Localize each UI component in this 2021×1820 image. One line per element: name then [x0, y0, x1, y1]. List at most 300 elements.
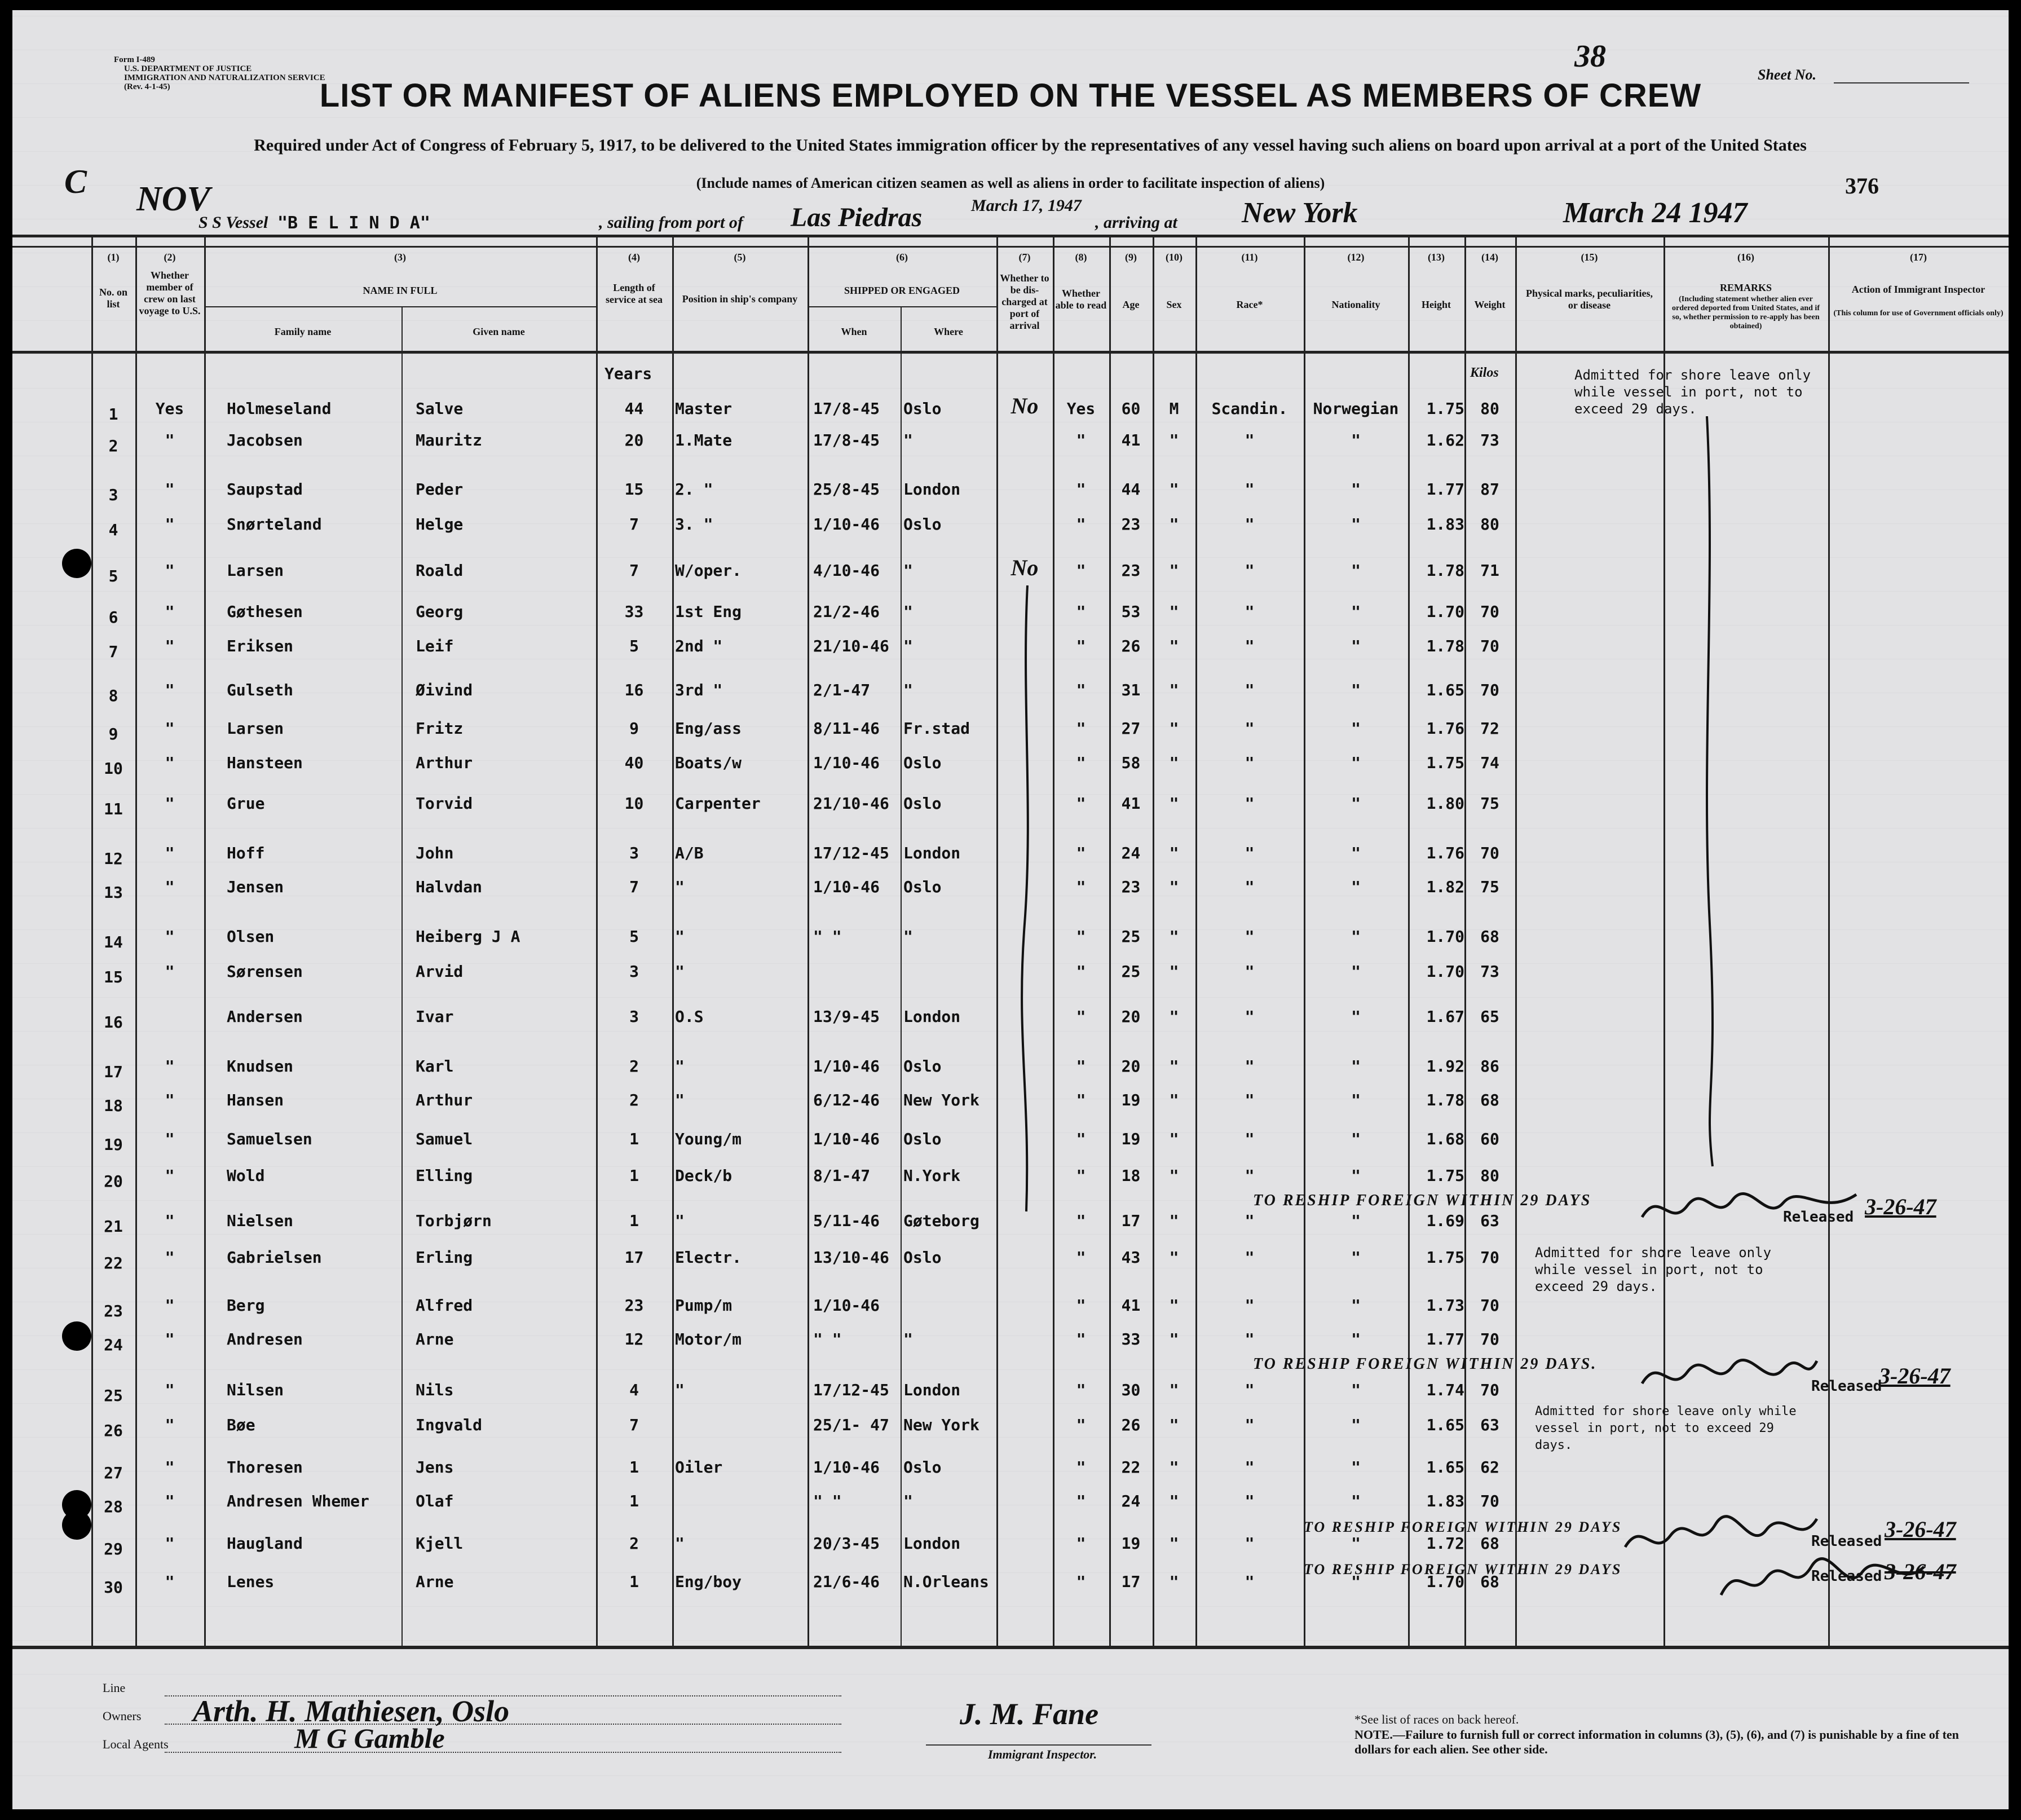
cell-sex: "	[1169, 1572, 1179, 1591]
cell-when: 1/10-46	[813, 753, 880, 772]
cell-age: 17	[1121, 1211, 1141, 1230]
cell-weight: 70	[1480, 637, 1499, 655]
col-header: SHIPPED OR ENGAGED	[844, 285, 960, 296]
cell-height: 1.72	[1426, 1534, 1464, 1553]
cell-read: "	[1076, 431, 1086, 450]
inspector-label: Immigrant Inspector.	[988, 1747, 1097, 1761]
cell-age: 26	[1121, 1416, 1141, 1434]
cell-height: 1.70	[1426, 1572, 1464, 1591]
cell-when: 17/12-45	[813, 844, 889, 862]
department: U.S. DEPARTMENT OF JUSTICE	[124, 64, 252, 73]
cell-position: Boats/w	[675, 753, 742, 772]
cell-age: 41	[1121, 1296, 1141, 1315]
cell-family: Larsen	[227, 719, 284, 738]
cell-weight: 63	[1480, 1211, 1499, 1230]
cell-no: 26	[104, 1421, 123, 1440]
cell-no: 2	[108, 437, 118, 455]
cell-family: Larsen	[227, 561, 284, 580]
cell-given: Jens	[416, 1458, 454, 1477]
cell-prev: "	[165, 602, 175, 621]
cell-no: 16	[104, 1013, 123, 1032]
cell-family: Andersen	[227, 1007, 303, 1026]
cell-sex: "	[1169, 1130, 1179, 1148]
cell-weight: 74	[1480, 753, 1499, 772]
shore-leave-stamp: Admitted for shore leave only while vessel in port, not to exceed 29 days.	[1535, 1245, 1772, 1294]
cell-no: 19	[104, 1135, 123, 1154]
arriving-port: New York	[1242, 197, 1358, 229]
form-id: Form I-489	[114, 55, 155, 64]
cell-prev: "	[165, 794, 175, 813]
cell-family: Lenes	[227, 1572, 275, 1591]
table-bottom-rule	[12, 1646, 2009, 1649]
cell-where: Oslo	[903, 1057, 942, 1076]
col-num: (9)	[1125, 252, 1137, 263]
cell-nationality: "	[1351, 1091, 1361, 1109]
cell-service: 1	[629, 1130, 639, 1148]
released-date: 3-26-47	[1885, 1559, 1956, 1584]
footer-note: NOTE.—Failure to furnish full or correct information in columns (3), (5), (6), and (7) is punishable by a fine of ten dollars for each alien. See other side.	[1354, 1728, 1959, 1756]
cell-service: 12	[624, 1330, 644, 1349]
cell-height: 1.75	[1426, 399, 1464, 418]
punch-hole	[62, 549, 91, 578]
cell-age: 27	[1121, 719, 1141, 738]
col-header: Action of Immigrant Inspector	[1851, 284, 1985, 295]
col-header: Age	[1122, 299, 1140, 310]
cell-no: 25	[104, 1386, 123, 1405]
cell-read: "	[1076, 1130, 1086, 1148]
cell-where: London	[903, 844, 961, 862]
cell-read: "	[1076, 1091, 1086, 1109]
cell-when: " "	[813, 927, 842, 946]
cell-where: "	[903, 681, 913, 699]
cell-age: 25	[1121, 927, 1141, 946]
cell-service: 7	[629, 878, 639, 896]
punch-hole	[62, 1510, 91, 1540]
cell-height: 1.73	[1426, 1296, 1464, 1315]
cell-prev: "	[165, 1458, 175, 1477]
cell-sex: "	[1169, 637, 1179, 655]
cell-race: "	[1245, 927, 1255, 946]
cell-nationality: "	[1351, 515, 1361, 534]
cell-sex: "	[1169, 1091, 1179, 1109]
cell-no: 22	[104, 1254, 123, 1272]
cell-given: Elling	[416, 1166, 473, 1185]
cell-nationality: Norwegian	[1313, 399, 1399, 418]
cell-when: 1/10-46	[813, 878, 880, 896]
cell-position: "	[675, 1057, 685, 1076]
cell-race: "	[1245, 1458, 1255, 1477]
cell-no: 4	[108, 521, 118, 539]
col-header: Whether to be dis-charged at port of arrival	[1000, 272, 1049, 331]
cell-no: 1	[108, 405, 118, 424]
cell-given: Samuel	[416, 1130, 473, 1148]
cell-age: 41	[1121, 794, 1141, 813]
cell-prev: "	[165, 515, 175, 534]
inspector-initials-signature	[1636, 1183, 1862, 1234]
ditto-line	[1016, 585, 1039, 1217]
cell-race: "	[1245, 1130, 1255, 1148]
cell-when: 17/8-45	[813, 431, 880, 450]
col-subheader: When	[841, 326, 867, 337]
cell-service: 17	[624, 1248, 644, 1267]
cell-position: "	[675, 962, 685, 981]
revision: (Rev. 4-1-45)	[124, 82, 170, 91]
cell-height: 1.65	[1426, 1416, 1464, 1434]
cell-family: Snørteland	[227, 515, 322, 534]
cell-service: 9	[629, 719, 639, 738]
cell-discharge: No	[1010, 393, 1039, 418]
cell-service: 7	[629, 515, 639, 534]
cell-prev: "	[165, 719, 175, 738]
col-header: No. on list	[99, 287, 127, 310]
col-border	[996, 235, 998, 1646]
cell-sex: "	[1169, 515, 1179, 534]
cell-position: 3. "	[675, 515, 713, 534]
cell-weight: 70	[1480, 1381, 1499, 1399]
cell-position: Oiler	[675, 1458, 723, 1477]
cell-weight: 63	[1480, 1416, 1499, 1434]
cell-nationality: "	[1351, 878, 1361, 896]
cell-race: "	[1245, 681, 1255, 699]
cell-read: "	[1076, 1211, 1086, 1230]
cell-height: 1.83	[1426, 1492, 1464, 1510]
cell-given: Arthur	[416, 753, 473, 772]
cell-sex: "	[1169, 1211, 1179, 1230]
cell-nationality: "	[1351, 1166, 1361, 1185]
cell-given: Arvid	[416, 962, 464, 981]
col-num: (6)	[896, 252, 908, 263]
cell-when: 21/10-46	[813, 794, 889, 813]
cell-no: 12	[104, 849, 123, 868]
cell-prev: "	[165, 1572, 175, 1591]
cell-age: 19	[1121, 1130, 1141, 1148]
cell-family: Sørensen	[227, 962, 303, 981]
cell-service: 2	[629, 1091, 639, 1109]
cell-weight: 73	[1480, 962, 1499, 981]
cell-when: 13/9-45	[813, 1007, 880, 1026]
cell-position: "	[675, 927, 685, 946]
col-num: (16)	[1737, 252, 1754, 263]
cell-prev: "	[165, 927, 175, 946]
shore-leave-stamp: Admitted for shore leave only while vessel in port, not to exceed 29 days.	[1574, 367, 1811, 417]
cell-sex: "	[1169, 681, 1179, 699]
cell-where: Oslo	[903, 1130, 942, 1148]
cell-race: "	[1245, 719, 1255, 738]
cell-weight: 70	[1480, 1296, 1499, 1315]
cell-height: 1.67	[1426, 1007, 1464, 1026]
manifest-sheet	[12, 10, 2009, 1809]
cell-age: 23	[1121, 561, 1141, 580]
cell-nationality: "	[1351, 1458, 1361, 1477]
cell-weight: 80	[1480, 1166, 1499, 1185]
cell-race: "	[1245, 1416, 1255, 1434]
cell-read: "	[1076, 719, 1086, 738]
cell-service: 1	[629, 1166, 639, 1185]
cell-read: "	[1076, 1057, 1086, 1076]
col-border	[807, 235, 809, 1646]
cell-given: Alfred	[416, 1296, 473, 1315]
cell-read: "	[1076, 1248, 1086, 1267]
cell-position: "	[675, 878, 685, 896]
cell-weight: 70	[1480, 1248, 1499, 1267]
cell-nationality: "	[1351, 1296, 1361, 1315]
cell-read: "	[1076, 480, 1086, 499]
cell-family: Nilsen	[227, 1381, 284, 1399]
service: IMMIGRATION AND NATURALIZATION SERVICE	[124, 73, 325, 82]
cell-given: Olaf	[416, 1492, 454, 1510]
name-subheader-rule	[204, 306, 596, 307]
inspector-rule	[926, 1744, 1151, 1746]
cell-race: "	[1245, 1057, 1255, 1076]
cell-read: "	[1076, 1534, 1086, 1553]
cell-no: 28	[104, 1497, 123, 1516]
cell-weight: 87	[1480, 480, 1499, 499]
col-num: (7)	[1018, 252, 1031, 263]
cell-service: 23	[624, 1296, 644, 1315]
cell-given: Arthur	[416, 1091, 473, 1109]
cell-race: "	[1245, 753, 1255, 772]
cell-when: 21/2-46	[813, 602, 880, 621]
cell-no: 20	[104, 1172, 123, 1191]
cell-no: 30	[104, 1578, 123, 1597]
cell-prev: "	[165, 753, 175, 772]
col-num: (5)	[734, 252, 746, 263]
cell-no: 27	[104, 1464, 123, 1482]
col-border	[1515, 235, 1517, 1646]
cell-sex: "	[1169, 561, 1179, 580]
cell-prev: "	[165, 681, 175, 699]
cell-age: 53	[1121, 602, 1141, 621]
cell-service: 1	[629, 1572, 639, 1591]
col-num: (4)	[628, 252, 640, 263]
cell-sex: M	[1169, 399, 1179, 418]
col-num: (12)	[1347, 252, 1365, 263]
cell-read: Yes	[1066, 399, 1096, 418]
cell-position: 1st Eng	[675, 602, 742, 621]
cell-given: Helge	[416, 515, 464, 534]
col-header: Sex	[1166, 299, 1182, 310]
cell-age: 41	[1121, 431, 1141, 450]
cell-when: 1/10-46	[813, 1458, 880, 1477]
cell-family: Gulseth	[227, 681, 294, 699]
cell-position: Electr.	[675, 1248, 742, 1267]
cell-position: 2nd "	[675, 637, 723, 655]
cell-position: A/B	[675, 844, 704, 862]
cell-where: Oslo	[903, 1248, 942, 1267]
released-label: Released	[1783, 1209, 1854, 1226]
cell-read: "	[1076, 844, 1086, 862]
cell-service: 3	[629, 844, 639, 862]
col-header: Whether able to read	[1055, 288, 1107, 311]
cell-family: Saupstad	[227, 480, 303, 499]
cell-age: 24	[1121, 1492, 1141, 1510]
cell-nationality: "	[1351, 1130, 1361, 1148]
cell-nationality: "	[1351, 1381, 1361, 1399]
cell-where: "	[903, 1492, 913, 1510]
cell-service: 16	[624, 681, 644, 699]
cell-read: "	[1076, 637, 1086, 655]
cell-height: 1.70	[1426, 602, 1464, 621]
cell-when: 13/10-46	[813, 1248, 889, 1267]
cell-position: "	[675, 1534, 685, 1553]
col-num: (8)	[1075, 252, 1087, 263]
cell-height: 1.82	[1426, 878, 1464, 896]
cell-where: Fr.stad	[903, 719, 970, 738]
cell-when: 17/12-45	[813, 1381, 889, 1399]
cell-nationality: "	[1351, 637, 1361, 655]
cell-where: London	[903, 1381, 961, 1399]
col-header: NAME IN FULL	[363, 285, 438, 296]
cell-height: 1.92	[1426, 1057, 1464, 1076]
cell-service: 20	[624, 431, 644, 450]
col-header: Position in ship's company	[682, 293, 798, 305]
column-number-rule	[12, 246, 2009, 248]
cell-where: London	[903, 1007, 961, 1026]
cell-when: 8/11-46	[813, 719, 880, 738]
cell-family: Eriksen	[227, 637, 294, 655]
cell-prev: "	[165, 1381, 175, 1399]
arriving-date: March 24 1947	[1563, 197, 1748, 229]
cell-weight: 75	[1480, 878, 1499, 896]
cell-height: 1.76	[1426, 719, 1464, 738]
vessel-name: "B E L I N D A"	[277, 213, 430, 233]
col-header: Height	[1422, 299, 1451, 310]
cell-sex: "	[1169, 1458, 1179, 1477]
cell-age: 31	[1121, 681, 1141, 699]
cell-height: 1.62	[1426, 431, 1464, 450]
cell-read: "	[1076, 1381, 1086, 1399]
cell-position: Deck/b	[675, 1166, 732, 1185]
cell-height: 1.83	[1426, 515, 1464, 534]
cell-sex: "	[1169, 878, 1179, 896]
cell-given: Torbjørn	[416, 1211, 492, 1230]
cell-height: 1.70	[1426, 927, 1464, 946]
cell-service: 3	[629, 1007, 639, 1026]
cell-sex: "	[1169, 1381, 1179, 1399]
cell-given: Kjell	[416, 1534, 464, 1553]
cell-height: 1.78	[1426, 561, 1464, 580]
cell-no: 24	[104, 1336, 123, 1354]
cell-where: New York	[903, 1091, 979, 1109]
cell-family: Samuelsen	[227, 1130, 312, 1148]
cell-race: "	[1245, 844, 1255, 862]
cell-nationality: "	[1351, 753, 1361, 772]
cell-service: 15	[624, 480, 644, 499]
cell-where: "	[903, 927, 913, 946]
cell-family: Thoresen	[227, 1458, 303, 1477]
cell-given: Fritz	[416, 719, 464, 738]
cell-given: Torvid	[416, 794, 473, 813]
owners-label: Owners	[103, 1709, 142, 1723]
cell-position: Pump/m	[675, 1296, 732, 1315]
cell-service: 2	[629, 1534, 639, 1553]
cell-no: 14	[104, 933, 123, 951]
cell-sex: "	[1169, 962, 1179, 981]
cell-prev: "	[165, 637, 175, 655]
cell-service: 1	[629, 1211, 639, 1230]
handwritten-c: C	[64, 163, 87, 200]
cell-service: 7	[629, 1416, 639, 1434]
cell-weight: 73	[1480, 431, 1499, 450]
cell-weight: 80	[1480, 515, 1499, 534]
cell-weight: 68	[1480, 1572, 1499, 1591]
cell-prev: "	[165, 1057, 175, 1076]
cell-race: "	[1245, 637, 1255, 655]
cell-age: 18	[1121, 1166, 1141, 1185]
cell-weight: 70	[1480, 844, 1499, 862]
cell-when: 4/10-46	[813, 561, 880, 580]
col-num: (3)	[394, 252, 406, 263]
cell-race: "	[1245, 602, 1255, 621]
cell-read: "	[1076, 681, 1086, 699]
inspector-signature: J. M. Fane	[960, 1697, 1099, 1731]
cell-service: 3	[629, 962, 639, 981]
cell-no: 10	[104, 759, 123, 778]
cell-where: "	[903, 561, 913, 580]
cell-when: 21/6-46	[813, 1572, 880, 1591]
cell-when: 6/12-46	[813, 1091, 880, 1109]
cell-no: 7	[108, 642, 118, 661]
released-date: 3-26-47	[1865, 1194, 1936, 1219]
cell-sex: "	[1169, 719, 1179, 738]
cell-given: Øivind	[416, 681, 473, 699]
cell-service: 5	[629, 927, 639, 946]
cell-family: Hansteen	[227, 753, 303, 772]
agents-value: M G Gamble	[294, 1722, 445, 1754]
cell-age: 19	[1121, 1091, 1141, 1109]
cell-position: Master	[675, 399, 732, 418]
cell-race: "	[1245, 515, 1255, 534]
cell-read: "	[1076, 1572, 1086, 1591]
header-bottom-rule	[12, 351, 2009, 354]
released-label: Released	[1811, 1533, 1882, 1550]
cell-position: Young/m	[675, 1130, 742, 1148]
sailing-port: Las Piedras	[791, 202, 923, 232]
cell-where: "	[903, 431, 913, 450]
line-label: Line	[103, 1681, 126, 1695]
cell-given: Ingvald	[416, 1416, 483, 1434]
cell-family: Wold	[227, 1166, 265, 1185]
cell-height: 1.77	[1426, 480, 1464, 499]
col-border	[401, 306, 403, 1646]
cell-family: Nielsen	[227, 1211, 294, 1230]
cell-read: "	[1076, 927, 1086, 946]
cell-race: "	[1245, 1534, 1255, 1553]
cell-race: "	[1245, 1492, 1255, 1510]
cell-weight: 62	[1480, 1458, 1499, 1477]
cell-where: Oslo	[903, 515, 942, 534]
cell-read: "	[1076, 515, 1086, 534]
cell-prev: Yes	[155, 399, 184, 418]
cell-age: 24	[1121, 844, 1141, 862]
cell-sex: "	[1169, 431, 1179, 450]
cell-given: Arne	[416, 1572, 454, 1591]
cell-when: 8/1-47	[813, 1166, 871, 1185]
cell-race: "	[1245, 561, 1255, 580]
released-label: Released	[1811, 1568, 1882, 1585]
cell-position: Eng/ass	[675, 719, 742, 738]
cell-given: Halvdan	[416, 878, 483, 896]
reship-note: TO RESHIP FOREIGN WITHIN 29 DAYS	[1304, 1519, 1622, 1535]
cell-read: "	[1076, 1007, 1086, 1026]
agents-rule	[165, 1752, 841, 1753]
cell-given: Peder	[416, 480, 464, 499]
col-header: Race*	[1236, 299, 1263, 310]
cell-nationality: "	[1351, 1211, 1361, 1230]
cell-given: Erling	[416, 1248, 473, 1267]
cell-no: 6	[108, 608, 118, 627]
cell-nationality: "	[1351, 561, 1361, 580]
